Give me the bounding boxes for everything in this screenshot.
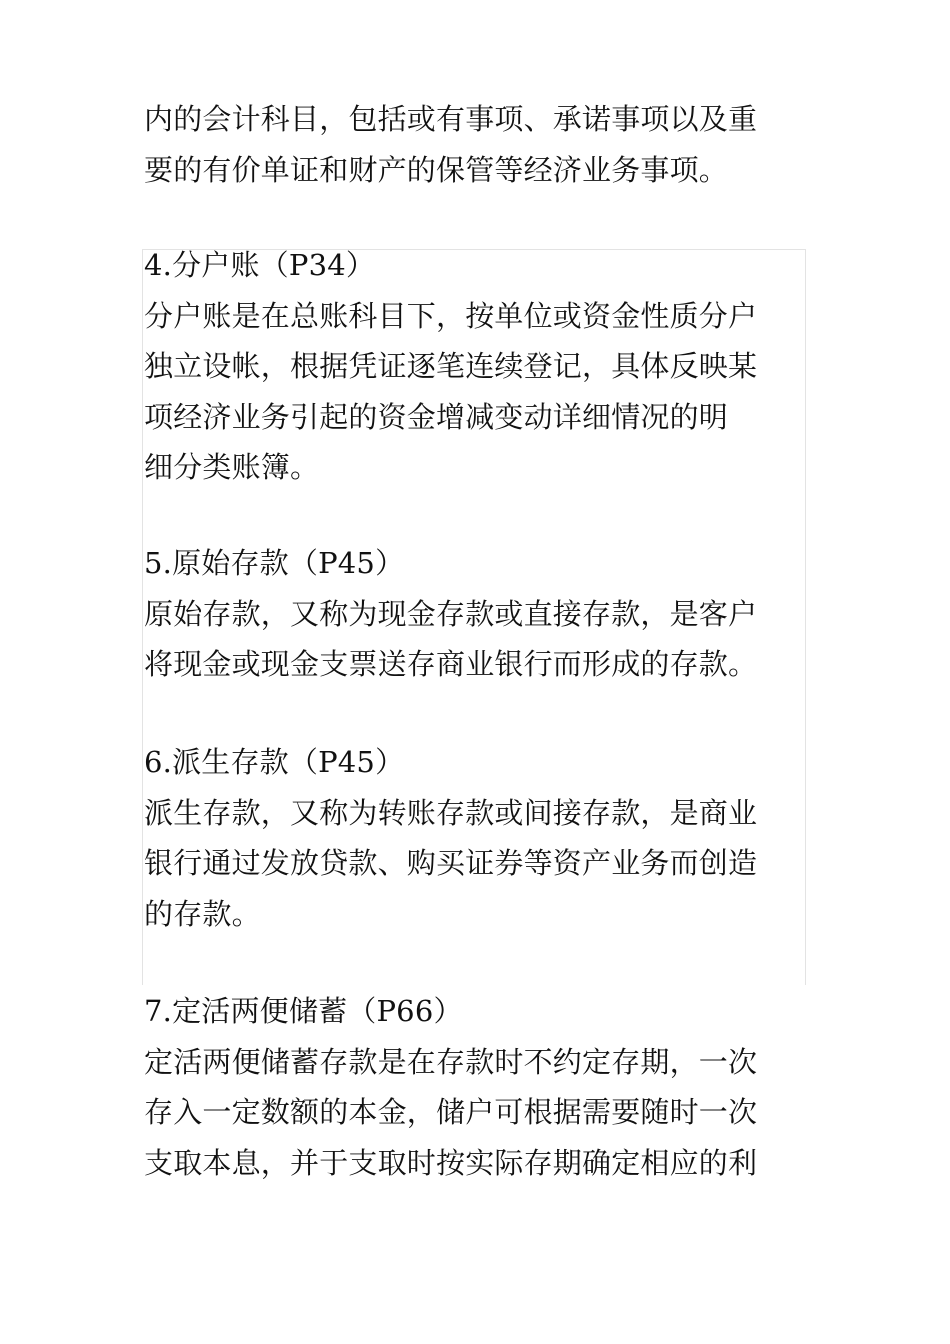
section-7 [144,986,812,1188]
section-heading: 5.原始存款（P45） [144,546,405,580]
paragraph-line: 定活两便储蓄存款是在存款时不约定存期，一次 [144,1044,758,1079]
section-heading: 4.分户账（P34） [144,248,376,282]
paragraph-line: 支取本息，并于支取时按实际存期确定相应的利 [144,1145,758,1180]
section-heading: 6.派生存款（P45） [144,745,405,779]
paragraph-line: 派生存款，又称为转账存款或间接存款，是商业 [144,795,758,830]
paragraph-line: 内的会计科目，包括或有事项、承诺事项以及重 [144,102,758,136]
paragraph-line: 要的有价单证和财产的保管等经济业务事项。 [144,152,729,187]
paragraph-line: 原始存款，又称为现金存款或直接存款，是客户 [144,596,758,631]
paragraph-line: 项经济业务引起的资金增减变动详细情况的明 [144,399,729,434]
section-heading: 7.定活两便储蓄（P66） [144,994,463,1028]
intro-paragraph [144,94,812,195]
paragraph-line: 独立设帐，根据凭证逐笔连续登记，具体反映某 [144,349,758,383]
paragraph-line: 存入一定数额的本金，储户可根据需要随时一次 [144,1095,758,1129]
paragraph-line: 细分类账簿。 [144,450,320,484]
section-6 [144,737,812,939]
paragraph-line: 的存款。 [144,896,261,931]
paragraph-line: 银行通过发放贷款、购买证券等资产业务而创造 [144,846,758,880]
section-5 [144,538,812,690]
section-4 [144,240,812,493]
paragraph-line: 将现金或现金支票送存商业银行而形成的存款。 [144,647,758,681]
paragraph-line: 分户账是在总账科目下，按单位或资金性质分户 [144,298,758,333]
